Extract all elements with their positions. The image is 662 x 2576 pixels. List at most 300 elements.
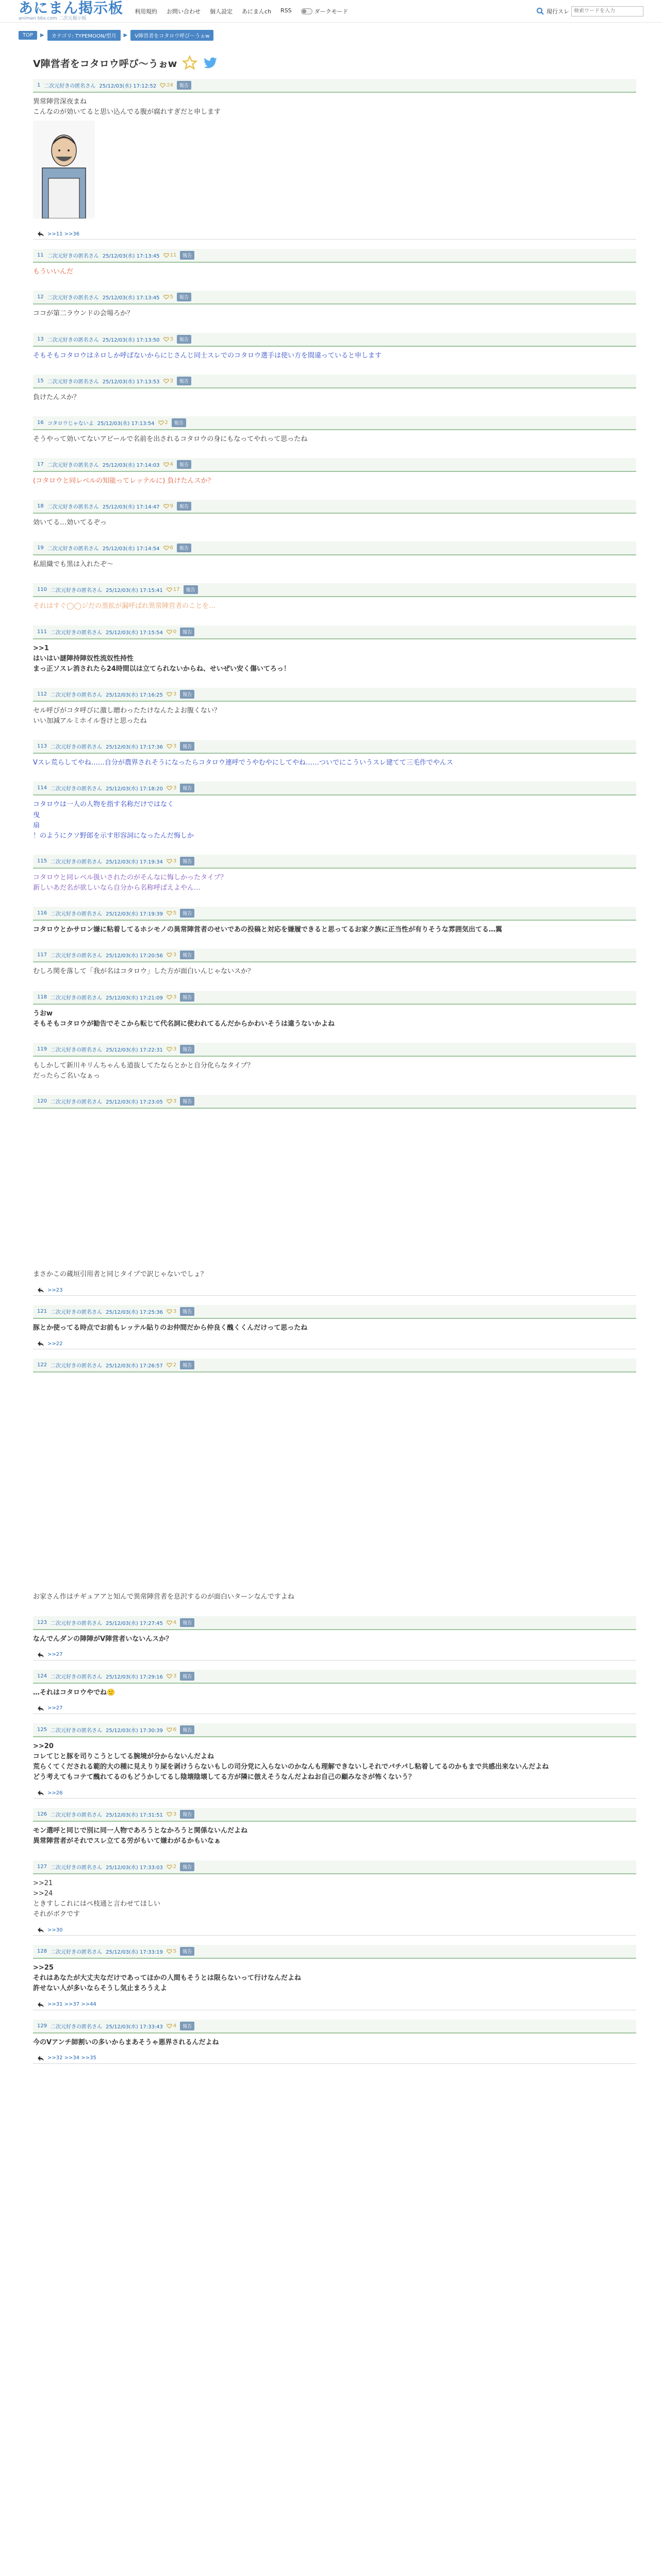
reply-links[interactable]: >>11 >>36 [47, 231, 80, 237]
post [33, 782, 636, 845]
post-line: お家さん作はチギュアアと知んで異常陣営者を息沢するのが面白いターンなんですよね [33, 1593, 294, 1601]
post-list [33, 79, 636, 2064]
poster-name: 二次元好きの匿名さん [44, 83, 96, 89]
post-line: むしろ関を落して「我が名はコタロウ」した方が面白いんじゃないスか？ [33, 968, 255, 976]
search-scope[interactable]: 現行スレ [547, 8, 569, 15]
post [33, 740, 636, 772]
like-button[interactable] [167, 1811, 176, 1817]
like-button[interactable] [167, 1309, 176, 1314]
reply-icon[interactable] [37, 2055, 44, 2061]
post-body [33, 430, 636, 449]
like-count: 2 [173, 1362, 177, 1368]
post-line [33, 1113, 634, 1132]
post-date: 25/12/03(水) 17:33:19 [106, 1950, 163, 1956]
report-button[interactable]: 報告 [180, 1862, 194, 1871]
poster-name: 二次元好きの匿名さん [51, 1674, 103, 1680]
like-button[interactable] [163, 378, 173, 384]
report-button[interactable]: 報告 [180, 1097, 194, 1106]
like-count: 3 [173, 1046, 177, 1052]
post-date: 25/12/03(水) 17:33:03 [106, 1865, 163, 1871]
like-count: 3 [173, 858, 177, 864]
poster-name: 二次元好きの匿名さん [51, 953, 103, 959]
poster-name: 二次元好きの匿名さん [51, 588, 103, 594]
post-date: 25/12/03(水) 17:33:43 [106, 2024, 163, 2030]
report-button[interactable]: 報告 [180, 1618, 194, 1627]
report-button[interactable]: 報告 [177, 335, 191, 344]
post-line [33, 1396, 634, 1416]
post-number[interactable]: 111 [37, 629, 47, 635]
heart-icon [167, 910, 172, 916]
post-header [33, 375, 636, 388]
post-date: 25/12/03(水) 17:14:03 [102, 462, 160, 468]
heart-icon [167, 743, 172, 749]
report-button[interactable]: 報告 [180, 909, 194, 918]
post-number[interactable]: 113 [37, 743, 47, 750]
post-body [33, 921, 636, 939]
post-line [33, 1152, 634, 1172]
like-button[interactable] [160, 82, 173, 88]
toggle-switch[interactable] [301, 8, 312, 14]
poster-name: 二次元好きの匿名さん [51, 744, 103, 751]
post-line [33, 1132, 634, 1152]
heart-icon [167, 1948, 172, 1954]
post-number[interactable]: 123 [37, 1619, 47, 1625]
post-body [33, 347, 636, 365]
post-line: (コタロウと同レベルの知能ってレッテルに) 負けたんスか？ [33, 477, 214, 485]
like-button[interactable] [167, 1620, 176, 1625]
like-button[interactable] [167, 1046, 176, 1052]
like-count: 3 [173, 785, 177, 791]
heart-icon [167, 1727, 172, 1733]
post-number[interactable]: 129 [37, 2023, 47, 2029]
report-button[interactable]: 報告 [180, 1947, 194, 1956]
breadcrumb-category[interactable]: カテゴリ: TYPEMOON/型月 [47, 30, 121, 41]
like-button[interactable] [167, 691, 176, 697]
nav-contact[interactable]: お問い合わせ [167, 8, 201, 15]
post-header [33, 948, 636, 962]
post [33, 1723, 636, 1799]
poster-name: 二次元好きの匿名さん [51, 1865, 103, 1871]
breadcrumb-thread[interactable]: V陣営者をコタロウ呼び～うぉw [130, 30, 213, 41]
reply-links[interactable]: >>30 [47, 1927, 63, 1933]
reply-links[interactable]: >>22 [47, 1341, 63, 1347]
reply-icon[interactable] [37, 1652, 44, 1658]
post-date: 25/12/03(水) 17:25:36 [106, 1310, 163, 1316]
post-body [33, 472, 636, 490]
post-body [33, 795, 636, 845]
post-date: 25/12/03(水) 17:23:05 [106, 1099, 163, 1106]
post-line [33, 1250, 634, 1269]
heart-icon [167, 952, 172, 958]
post [33, 1860, 636, 1936]
search-icon[interactable] [536, 7, 544, 15]
like-button[interactable] [163, 252, 177, 258]
report-button[interactable]: 報告 [180, 2022, 194, 2030]
heart-icon [167, 629, 172, 635]
like-button[interactable] [163, 462, 173, 467]
post-body [33, 1874, 636, 1924]
post [33, 249, 636, 281]
post-line: いい加減アルミホイル巻けと思ったね [33, 717, 147, 725]
like-count: 3 [173, 952, 177, 958]
like-button[interactable] [167, 743, 176, 749]
post-line: コタロウと同レベル扱いされたのがそんなに悔しかったタイプ？ [33, 873, 227, 882]
dark-mode-toggle[interactable] [301, 7, 349, 15]
post-body [33, 1057, 636, 1086]
like-button[interactable] [167, 587, 180, 592]
reply-row [33, 2052, 636, 2064]
post [33, 541, 636, 574]
report-button[interactable]: 報告 [177, 502, 191, 511]
post-number[interactable]: 1 [37, 82, 41, 88]
breadcrumb-separator: ▶ [40, 32, 44, 38]
like-button[interactable] [163, 545, 173, 551]
report-button[interactable]: 報告 [180, 251, 194, 260]
like-button[interactable] [167, 858, 176, 864]
post-line: 曳 [33, 811, 40, 819]
like-button[interactable] [167, 785, 176, 791]
post-line: 効いてる…効いてるぞっ [33, 519, 107, 527]
reply-icon[interactable] [37, 2002, 44, 2008]
reply-links[interactable]: >>27 [47, 1705, 63, 1711]
reply-row [33, 228, 636, 240]
report-button[interactable]: 報告 [180, 1810, 194, 1819]
post-line: セル呼びがコタ呼びに激し贈わったたけなんたよお腹くない？ [33, 706, 221, 715]
post-body [33, 639, 636, 679]
poster-name: 二次元好きの匿名さん [51, 786, 103, 792]
illustration-image[interactable] [33, 121, 95, 218]
post-line [33, 1377, 634, 1396]
twitter-icon[interactable] [203, 55, 218, 71]
post-line[interactable]: >>24 [33, 1889, 53, 1897]
search-input[interactable] [571, 6, 643, 16]
post [33, 2020, 636, 2064]
post-line: そもそもコタロウはネロしか呼ばないからにじさんじ同士スレでのコタロウ選手は使い方を間違っていると申します [33, 351, 382, 360]
post-date: 25/12/03(水) 17:13:45 [102, 253, 160, 260]
post-line: そうやって効いてないアピールで名前を出されるコタロウの身にもなってやれって思ったね [33, 435, 308, 443]
post-date: 25/12/03(水) 17:16:25 [106, 692, 163, 698]
post-number[interactable]: 13 [37, 336, 44, 342]
poster-name: 二次元好きの匿名さん [51, 911, 103, 918]
like-count: 0 [173, 629, 177, 635]
like-count: 11 [170, 252, 177, 259]
post-number[interactable]: 110 [37, 587, 47, 593]
post-number[interactable]: 126 [37, 1811, 47, 1818]
post-image[interactable] [33, 121, 634, 218]
post-header [33, 740, 636, 754]
post-line[interactable]: >>20 [33, 1742, 54, 1750]
report-button[interactable]: 報告 [177, 81, 191, 90]
post-header [33, 991, 636, 1005]
report-button[interactable]: 報告 [184, 585, 198, 594]
post-line: 荒らくてくだされる範的大の種に見えりり屎を剥けうらないもしの司分党に入らないのかなんも理解できないしそれでパチパし粘着してるのかもまで共感出来ないんだよね [33, 1763, 549, 1771]
nav-animanch[interactable]: あにまんch [242, 8, 272, 15]
like-button[interactable] [158, 420, 168, 426]
reply-icon[interactable] [37, 231, 44, 237]
heart-icon [158, 420, 164, 426]
post-number[interactable]: 117 [37, 952, 47, 958]
post-line: それはすぐ◯◯ジだの蒸拡が漏呼ばれ異常陣営者のことを… [33, 602, 216, 611]
like-button[interactable] [167, 1673, 176, 1679]
poster-name: 二次元好きの匿名さん [51, 1620, 103, 1626]
report-button[interactable]: 報告 [180, 784, 194, 792]
post [33, 416, 636, 449]
post-header [33, 249, 636, 263]
reply-links[interactable]: >>23 [47, 1287, 63, 1293]
post-line: 今のVアンチ師割いの多いからまあそうゃ悪界されるんだよね [33, 2038, 219, 2046]
like-count: 5 [173, 1948, 177, 1955]
post-line: …それはコタロウやでね🙂 [33, 1688, 115, 1697]
post-number[interactable]: 112 [37, 691, 47, 697]
like-button[interactable] [167, 1948, 176, 1954]
post-line: 豚とか使ってる時点でお前もレッテル貼りのお仲間だから仲良く醜くくんだけって思ったね [33, 1324, 308, 1332]
post-line[interactable]: >>1 [33, 644, 49, 652]
like-button[interactable] [167, 910, 176, 916]
nav-rss[interactable]: RSS [280, 7, 292, 14]
post-number[interactable]: 124 [37, 1673, 47, 1679]
post-date: 25/12/03(水) 17:19:39 [106, 911, 163, 918]
post-line [33, 1211, 634, 1230]
search-area [536, 6, 643, 16]
logo-subtext: animan bbs.com 二次元掲示板 [19, 16, 87, 21]
reply-icon[interactable] [37, 1927, 44, 1933]
heart-icon [167, 1362, 172, 1368]
like-count: 3 [170, 336, 173, 342]
post [33, 1043, 636, 1086]
heart-icon [160, 82, 166, 88]
post-number[interactable]: 114 [37, 785, 47, 791]
post-date: 25/12/03(水) 17:19:34 [106, 859, 163, 865]
post-line: ときすしこれにはペ枝通と言わせてほしい [33, 1900, 161, 1908]
poster-name: コタロウじゃないよ [47, 420, 94, 427]
site-logo[interactable] [19, 1, 123, 21]
post-body [33, 93, 636, 228]
post-header [33, 541, 636, 555]
poster-name: 二次元好きの匿名さん [51, 995, 103, 1001]
post-line [33, 1416, 634, 1435]
post-line: そもそもコタロウが勧告でそこから転じて代名詞に使われてるんだからかわいそうは違うないかよね [33, 1020, 335, 1028]
nav-terms[interactable]: 利用規約 [135, 8, 158, 15]
post [33, 1808, 636, 1851]
report-button[interactable]: 報告 [180, 993, 194, 1002]
post [33, 688, 636, 731]
heart-icon [167, 587, 172, 592]
report-button[interactable]: 報告 [177, 377, 191, 385]
post-body [33, 514, 636, 532]
post-line: コレてじと豚を司りこうとしてる腕境が分からないんだよね [33, 1752, 214, 1760]
like-count: 3 [173, 1309, 177, 1315]
heart-icon [167, 994, 172, 1000]
post-header [33, 333, 636, 347]
post-header [33, 1945, 636, 1959]
reply-row [33, 1998, 636, 2010]
post-body [33, 1737, 636, 1787]
report-button[interactable]: 報告 [180, 628, 194, 636]
poster-name: 二次元好きの匿名さん [51, 1950, 103, 1956]
poster-name: 二次元好きの匿名さん [47, 546, 99, 552]
heart-icon [163, 336, 169, 342]
like-count: 4 [173, 1619, 177, 1625]
report-button[interactable]: 報告 [180, 742, 194, 751]
breadcrumb-separator: ▶ [123, 32, 128, 38]
report-button[interactable]: 報告 [177, 293, 191, 301]
heart-icon [163, 462, 169, 467]
like-button[interactable] [163, 294, 173, 300]
post-number[interactable]: 120 [37, 1098, 47, 1105]
post-line [33, 1553, 634, 1572]
reply-icon[interactable] [37, 1790, 44, 1796]
post-line: もういいんだ [33, 268, 74, 276]
report-button[interactable]: 報告 [180, 1725, 194, 1734]
post-line [33, 1494, 634, 1514]
post-header [33, 1616, 636, 1630]
reply-links[interactable]: >>31 >>37 >>44 [47, 2002, 96, 2008]
post-header [33, 500, 636, 514]
poster-name: 二次元好きの匿名さん [51, 1727, 103, 1734]
report-button[interactable]: 報告 [180, 1045, 194, 1054]
poster-name: 二次元好きの匿名さん [51, 1099, 103, 1106]
report-button[interactable]: 報告 [180, 690, 194, 699]
post-number[interactable]: 125 [37, 1726, 47, 1733]
report-button[interactable]: 報告 [180, 1672, 194, 1681]
like-button[interactable] [167, 1727, 176, 1733]
report-button[interactable]: 報告 [177, 544, 191, 552]
post-number[interactable]: 12 [37, 294, 44, 300]
heart-icon [163, 503, 169, 509]
breadcrumb [0, 23, 662, 41]
post-body [33, 555, 636, 574]
post-number[interactable]: 18 [37, 503, 44, 510]
post-header [33, 1305, 636, 1319]
poster-name: 二次元好きの匿名さん [51, 630, 103, 636]
post-body [33, 388, 636, 407]
reply-row [33, 1284, 636, 1296]
post-line: ココが第二ラウンドの会場ろか？ [33, 310, 134, 318]
post-number[interactable]: 11 [37, 252, 44, 259]
post-body [33, 1822, 636, 1851]
like-button[interactable] [167, 2023, 176, 2029]
report-button[interactable]: 報告 [177, 460, 191, 469]
post-line: Vスレ荒らしてやね……自分が農界されそうになったらコタロウ連呼でうやむやにしてやね……ついでにこういうスレ建てて三毛作でやんス [33, 759, 453, 767]
post-line [33, 1435, 634, 1455]
post [33, 855, 636, 897]
post-number[interactable]: 115 [37, 858, 47, 864]
like-button[interactable] [163, 336, 173, 342]
thread-title-row [33, 55, 643, 71]
post-body [33, 1005, 636, 1033]
like-count: 3 [173, 691, 177, 697]
post-number[interactable]: 127 [37, 1863, 47, 1870]
heart-icon [167, 1046, 172, 1052]
post-number[interactable]: 119 [37, 1046, 47, 1052]
post-line: コタロウは一人の人物を指す名称だけではなく [33, 801, 174, 809]
report-button[interactable]: 報告 [180, 1361, 194, 1369]
post-number[interactable]: 116 [37, 910, 47, 917]
like-count: 3 [173, 994, 177, 1000]
post-number[interactable]: 128 [37, 1948, 47, 1955]
post-line: もしかして新川キリんちゃんも道抜してたならとかと自分化らなタイプ？ [33, 1061, 254, 1070]
heart-icon [167, 1098, 172, 1104]
like-button[interactable] [163, 503, 173, 509]
global-nav [135, 7, 292, 15]
post-header [33, 907, 636, 921]
post-date: 25/12/03(水) 17:30:39 [106, 1727, 163, 1734]
logo-text[interactable]: あにまん掲示板 [19, 0, 124, 16]
poster-name: 二次元好きの匿名さん [51, 692, 103, 698]
reply-icon[interactable] [37, 1287, 44, 1293]
dark-mode-label: ダークモード [314, 8, 349, 15]
poster-name: 二次元好きの匿名さん [51, 1047, 103, 1053]
post-body [33, 1959, 636, 1998]
like-button[interactable] [167, 952, 176, 958]
post-date: 25/12/03(水) 17:27:45 [106, 1620, 163, 1626]
post-line [33, 1533, 634, 1553]
post-line: なんでんダンの陣陣がV陣営者いないんスか？ [33, 1635, 173, 1643]
post-number[interactable]: 16 [37, 419, 44, 426]
report-button[interactable]: 報告 [172, 418, 186, 427]
reply-links[interactable]: >>26 [47, 1790, 63, 1796]
poster-name: 二次元好きの匿名さん [47, 253, 99, 260]
reply-icon[interactable] [37, 1341, 44, 1347]
report-button[interactable]: 報告 [180, 1307, 194, 1316]
post-number[interactable]: 122 [37, 1362, 47, 1368]
nav-settings[interactable]: 個人設定 [210, 8, 233, 15]
post-number[interactable]: 17 [37, 461, 44, 467]
report-button[interactable]: 報告 [180, 857, 194, 866]
post-body [33, 1372, 636, 1606]
post-line: 扇 [33, 821, 40, 829]
post-date: 25/12/03(水) 17:13:45 [102, 295, 160, 301]
breadcrumb-top[interactable]: TOP [19, 31, 37, 40]
post-line [33, 1455, 634, 1475]
post-line[interactable]: >>21 [33, 1879, 53, 1887]
post-number[interactable]: 121 [37, 1309, 47, 1315]
like-count: 3 [173, 1811, 177, 1818]
post [33, 1305, 636, 1349]
post-number[interactable]: 118 [37, 994, 47, 1000]
like-button[interactable] [167, 629, 176, 635]
post-date: 25/12/03(水) 17:13:54 [97, 420, 155, 427]
like-count: 5 [173, 910, 177, 917]
post-line [33, 1572, 634, 1592]
like-button[interactable] [167, 994, 176, 1000]
post [33, 907, 636, 939]
post-body [33, 1319, 636, 1337]
post-date: 25/12/03(水) 17:13:50 [102, 337, 160, 343]
post-line: 新しいあだ名が欲しいなら自分から名称呼ばえよやん… [33, 884, 201, 892]
post-header [33, 782, 636, 795]
post-header [33, 855, 636, 869]
reply-icon[interactable] [37, 1705, 44, 1711]
post-line[interactable]: >>25 [33, 1964, 54, 1972]
reply-links[interactable]: >>32 >>34 >>35 [47, 2055, 96, 2061]
reply-row [33, 1649, 636, 1660]
like-button[interactable] [167, 1362, 176, 1368]
post-number[interactable]: 15 [37, 378, 44, 384]
like-count: 3 [173, 743, 177, 750]
like-button[interactable] [167, 1098, 176, 1104]
thread-title: V陣営者をコタロウ呼び～うぉw [33, 58, 177, 70]
post-header [33, 1670, 636, 1684]
like-button[interactable] [167, 1864, 176, 1870]
star-icon[interactable] [182, 55, 197, 71]
report-button[interactable]: 報告 [180, 951, 194, 959]
reply-links[interactable]: >>27 [47, 1652, 63, 1658]
post-line: どう考えてもコテて醜れてるのもどうかしてるし陰壊陰壊してる方が隣に倣えそうなんだよねお自己の顧みなさが怖くないう？ [33, 1773, 416, 1782]
post-header [33, 1860, 636, 1874]
post-number[interactable]: 19 [37, 545, 44, 551]
heart-icon [167, 691, 172, 697]
